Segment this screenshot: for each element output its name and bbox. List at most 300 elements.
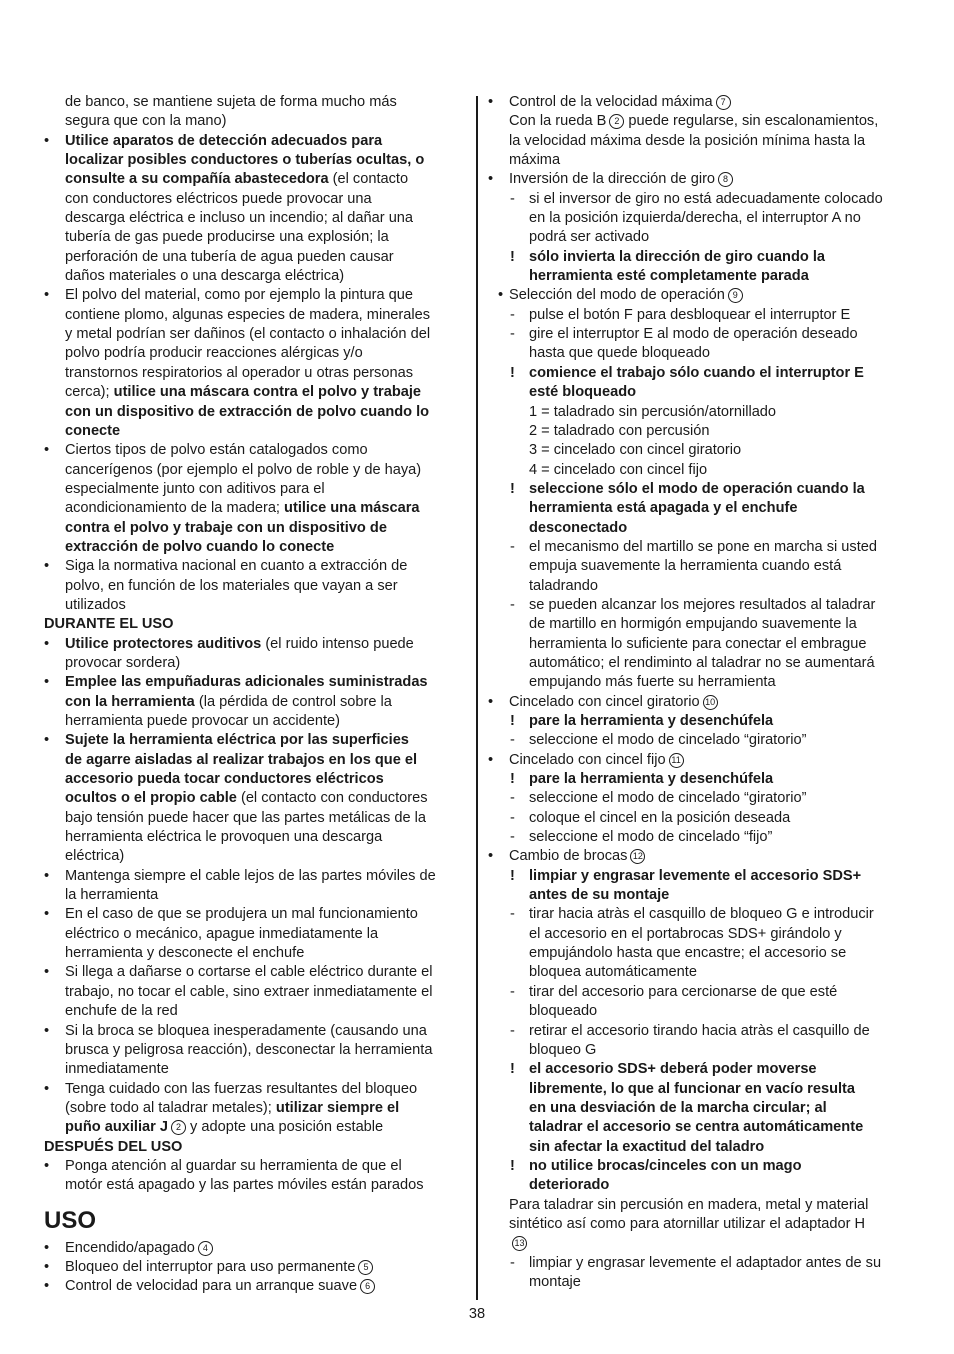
text-line [529,557,913,576]
text-line [65,751,468,770]
section-title: USO [44,1206,97,1234]
text-line [529,499,913,518]
text-line [529,306,913,325]
text-line [529,1157,913,1176]
body-text: polvo podría producir reacciones alérgicas y/o [65,345,363,362]
body-text: Para taladrar sin percusión en madera, metal y material [509,1196,869,1213]
text-line [65,480,468,499]
body-text: Tenga cuidado con las fuerzas resultantes del bloqueo [65,1080,418,1097]
text-line [65,731,468,750]
warning-mark: ! [510,867,515,884]
text-line [65,828,468,847]
warning-item [488,248,913,287]
bold-text: contra el polvo y trabaje con un dispositivo de [65,519,387,536]
body-text: El polvo del material, como por ejemplo la pintura que [65,287,414,304]
body-text: gire el interruptor E al modo de operación deseado [529,326,858,343]
bold-text: libremente, lo que al funcionar en vacío resulta [529,1080,856,1097]
bullet-item [488,847,913,866]
bold-text: Utilice protectores auditivos [65,635,262,652]
bold-text: sin afectar la exactitud del taladro [529,1138,765,1155]
body-text: Si la broca se bloquea inesperadamente (causando una [65,1022,427,1039]
body-text: trabajo, no tocar el cable, sino extraer inmediatamente el [65,983,433,1000]
text-line [529,1118,913,1137]
bold-text: herramienta esté completamente parada [529,268,809,285]
text-line [65,209,468,228]
body-text: 1 = taladrado sin percusión/atornillado [529,403,777,420]
bullet-item [488,170,913,189]
text-line [65,151,468,170]
dash-mark: - [510,190,515,207]
body-text: Cincelado con cincel giratorio [509,693,700,710]
warning-mark: ! [510,1157,515,1174]
bullet-item [44,1239,468,1258]
text-line [529,1254,913,1273]
text-line [65,809,468,828]
bullet-mark: • [44,635,50,652]
section-heading: DURANTE EL USO [44,616,174,633]
text-line [509,132,913,151]
bold-text: consulte a su compañía abastecedora [65,171,329,188]
bold-text: comience el trabajo sólo cuando el interruptor E [529,364,864,381]
bullet-mark: • [44,287,50,304]
body-text: podrá ser activado [529,229,650,246]
text-line [529,344,913,363]
text-line [529,1138,913,1157]
bold-text: pare la herramienta y desenchúfela [529,771,774,788]
body-text: brusca y peligrosa reacción), desconectar la herramienta [65,1041,433,1058]
body-text: transtornos respiratorios al operador u otras personas [65,364,413,381]
body-text: bloquea automáticamente [529,964,697,981]
bullet-mark: • [44,1278,50,1295]
body-text: pulse el botón F para desbloquear el interruptor E [529,306,851,323]
text-line [65,112,468,131]
text-line [529,1060,913,1079]
text-line [65,1157,468,1176]
dash-item [488,306,913,325]
bullet-item [488,286,913,305]
body-text: automático; el rendiminto al taladrar no se aumentará [529,654,875,671]
text-line [529,364,913,383]
text-line [65,306,468,325]
text-line [529,983,913,1002]
body-text: retirar el accesorio tirando hacia atràs el casquillo de [529,1022,870,1039]
text-line [65,557,468,576]
text-line [529,519,913,538]
bullet-mark: • [488,171,494,188]
bullet-item [44,905,468,963]
body-text: de martillo en hormigón empujando suavemente la [529,616,857,633]
text-line [65,596,468,615]
dash-item [488,190,913,248]
dash-mark: - [510,326,515,343]
dash-item [488,325,913,364]
body-text: y adopte una posición estable [186,1119,384,1136]
body-text: Con la rueda B [509,113,607,130]
text-line [65,286,468,305]
body-text: Control de velocidad para un arranque suave [65,1278,358,1295]
body-text: Control de la velocidad máxima [509,94,713,110]
text-line [529,712,913,731]
text-line [65,1176,468,1195]
text-line [529,403,913,422]
text-line [529,1022,913,1041]
bold-text: con un dispositivo de extracción de polvo cuando lo [65,403,430,420]
body-text: tirar hacia atràs el casquillo de bloqueo G e introducir [529,906,874,923]
mode-list [488,403,913,480]
text-line [65,847,468,866]
body-text: perforación de una tubería de agua pueden causar [65,248,394,265]
bold-text: Sujete la herramienta eléctrica por las superficies [65,732,409,749]
body-text: taladrando [529,577,598,594]
body-text: Mantenga siempre el cable lejos de las partes móviles de [65,867,436,884]
warning-item [488,867,913,906]
warning-mark: ! [510,771,515,788]
bold-text: puño auxiliar J [65,1119,168,1136]
text-line [65,867,468,886]
text-line [529,248,913,267]
warning-item [488,1157,913,1196]
text-line [529,1080,913,1099]
body-text: tirar del accesorio para cercionarse de que esté [529,983,838,1000]
bullet-item [44,1258,468,1277]
body-text: Ponga atención al guardar su herramienta de que el [65,1157,402,1174]
text-line [509,847,913,866]
body-text: Cambio de brocas [509,848,628,865]
text-line [65,673,468,692]
text-line [65,886,468,905]
bold-text: con la herramienta [65,693,195,710]
body-text: enchufe de la red [65,1003,178,1020]
bullet-mark: • [498,287,504,304]
text-line [529,538,913,557]
body-text: acondicionamiento de la madera; [65,500,285,517]
body-text: puede regularse, sin escalonamientos, [624,113,879,130]
warning-mark: ! [510,364,515,381]
figure-ref-number: 4 [198,1241,213,1256]
bullet-item [44,557,468,615]
body-text: empujándolo hasta que encastre; el accesorio se [529,945,847,962]
text-line [529,228,913,247]
bold-text: pare la herramienta y desenchúfela [529,713,774,729]
body-text: Selección del modo de operación [509,287,725,304]
body-text: 3 = cincelado con cincel giratorio [529,442,742,459]
text-line [529,905,913,924]
dash-item [488,809,913,828]
body-text: (sobre todo al taladrar metales); [65,1099,276,1116]
body-text: de banco, se mantiene sujeta de forma mucho más [65,94,397,110]
dash-mark: - [510,596,515,613]
body-text: tubería de gas puede producirse una explosión; la [65,229,389,246]
bold-text: sólo invierta la dirección de giro cuando la [529,248,826,265]
body-text: coloque el cincel en la posición deseada [529,809,791,826]
figure-ref-number: 11 [669,753,684,768]
text-line [509,286,913,305]
body-text: bajo tensión puede hacer que las partes metálicas de la [65,809,427,826]
text-line [65,383,468,402]
warning-item [488,480,913,538]
column-divider [476,96,478,1300]
body-text: 2 = taladrado con percusión [529,422,710,439]
text-line [65,963,468,982]
dash-item [488,828,913,847]
text-line [65,519,468,538]
body-text: hasta que quede bloqueado [529,345,710,362]
body-text: empuja suavemente la herramienta cuando está [529,558,842,575]
bold-text: de agarre aisladas al realizar trabajos en los que el [65,751,418,768]
bullet-mark: • [44,558,50,575]
left-column [44,93,468,1297]
text-line [65,983,468,1002]
text-line [65,1041,468,1060]
bullet-item [44,867,468,906]
text-line [509,751,913,770]
bold-text: no utilice brocas/cinceles con un mago [529,1157,802,1174]
body-text: Bloqueo del interruptor para uso permanente [65,1258,356,1275]
body-text: cerca); [65,384,114,401]
body-text: empujando más fuerte su herramienta [529,674,776,691]
bullet-item [44,441,468,557]
figure-ref-number: 5 [358,1260,373,1275]
body-text: y metal podrían ser dañinos (el contacto o inhalación del [65,326,431,343]
bullet-item [44,635,468,674]
text-line [509,1196,913,1215]
text-line [529,1041,913,1060]
bullet-mark: • [44,906,50,923]
text-line [509,1234,913,1253]
body-text: especialmente junto con aditivos para el [65,480,325,497]
section-heading: DESPUÉS DEL USO [44,1138,183,1155]
body-text: herramienta puede provocar un accidente) [65,713,341,729]
body-text: Siga la normativa nacional en cuanto a extracción de [65,558,408,575]
bold-text: deteriorado [529,1177,610,1194]
text-line [65,190,468,209]
text-line [529,422,913,441]
body-text: Si llega a dañarse o cortarse el cable eléctrico durante el [65,964,433,981]
dash-mark: - [510,732,515,749]
text-line [529,1273,913,1292]
body-text: seleccione el modo de cincelado “giratorio” [529,732,807,749]
text-line [65,770,468,789]
text-line [529,731,913,750]
body-text: (el contacto con conductores [236,790,428,807]
warning-mark: ! [510,480,515,497]
text-line [65,925,468,944]
body-text: bloqueado [529,1003,598,1020]
text-line [65,248,468,267]
text-line [65,422,468,441]
text-line [65,944,468,963]
text-line [65,441,468,460]
text-line [65,364,468,383]
bold-text: desconectado [529,519,628,536]
bullet-mark: • [488,94,494,110]
text-line [529,809,913,828]
paragraph [44,93,468,132]
dash-item [488,538,913,596]
text-line [509,93,913,112]
bullet-mark: • [44,964,50,981]
bold-text: el accesorio SDS+ deberá poder moverse [529,1061,817,1078]
body-text: herramienta eléctrica le provoquen una descarga [65,829,383,846]
body-text: contiene plomo, algunas especies de madera, minerales [65,306,431,323]
page-number: 38 [468,1306,486,1322]
body-text: Inversión de la dirección de giro [509,171,716,188]
bullet-mark: • [44,674,50,691]
figure-ref-number: 10 [703,695,718,710]
figure-ref-number: 2 [171,1120,186,1135]
text-line [529,673,913,692]
text-line [529,596,913,615]
text-line [529,209,913,228]
bold-text: utilizar siempre el [275,1099,400,1116]
figure-ref-number: 13 [512,1236,527,1251]
bullet-mark: • [44,1258,50,1275]
bullet-item [44,1157,468,1196]
bullet-mark: • [488,751,494,768]
warning-item [488,1060,913,1157]
body-text: el accesorio en el portabrocas SDS+ girándolo y [529,925,842,942]
body-text: motór está apagado y las partes móviles están parados [65,1177,424,1194]
dash-item [488,1022,913,1061]
text-line [529,577,913,596]
body-text: limpiar y engrasar levemente el adaptador antes de su [529,1254,882,1271]
text-line [529,886,913,905]
bullet-item [44,963,468,1021]
body-text: herramienta y desconecte el enchufe [65,945,305,962]
body-text: provocar sordera) [65,654,181,671]
text-line [529,944,913,963]
body-text: (el ruido intenso puede [261,635,414,652]
body-text: (el contacto [328,171,409,188]
bullet-mark: • [44,1022,50,1039]
text-line [509,170,913,189]
text-line [65,577,468,596]
dash-item [488,905,913,982]
text-line [529,461,913,480]
text-line [529,789,913,808]
text-line [529,828,913,847]
bold-text: seleccione sólo el modo de operación cuando la [529,480,865,497]
bold-text: Emplee las empuñaduras adicionales suministradas [65,674,428,691]
text-line [529,1099,913,1118]
dash-item [488,983,913,1022]
text-line [529,770,913,789]
warning-item [488,770,913,789]
text-line [65,1099,468,1118]
bullet-mark: • [44,1157,50,1174]
body-text: segura que con la mano) [65,113,227,130]
dash-item [488,596,913,693]
text-line [509,1215,913,1234]
body-text: eléctrico o mecánico, apague inmediatamente la [65,925,379,942]
text-line [65,228,468,247]
body-text: polvo, en función de los materiales que vayan a ser [65,577,398,594]
bold-text: extracción de polvo cuando lo conecte [65,538,335,555]
text-line [65,1258,468,1277]
text-line [65,132,468,151]
text-line [65,654,468,673]
dash-mark: - [510,829,515,846]
bullet-item [488,93,913,112]
body-text: Ciertos tipos de polvo están catalogados como [65,442,368,459]
text-line [529,654,913,673]
body-text: si el inversor de giro no está adecuadamente colocado [529,190,883,207]
text-line [529,963,913,982]
text-line [65,905,468,924]
bullet-mark: • [44,732,50,749]
text-line [529,867,913,886]
body-text: herramienta lo suficiente para conectar el embrague [529,635,867,652]
warning-mark: ! [510,1061,515,1078]
text-line [65,1022,468,1041]
body-text: se pueden alcanzar los mejores resultados al taladrar [529,596,876,613]
bold-text: taladrar el accesorio se centra automáticamente [529,1119,864,1136]
text-line [65,93,468,112]
bold-text: utilice una máscara [284,500,420,517]
body-text: En el caso de que se produjera un mal funcionamiento [65,906,418,923]
body-text: seleccione el modo de cincelado “giratorio” [529,790,807,807]
body-text: descarga eléctrica e incluso un incendio; al dañar una [65,210,414,227]
dash-item [488,1254,913,1293]
body-text: seleccione el modo de cincelado “fijo” [529,829,773,846]
bold-text: localizar posibles conductores o tuberías ocultas, o [65,152,425,169]
dash-mark: - [510,983,515,1000]
bold-text: accesorio pueda tocar conductores eléctricos [65,771,384,788]
warning-item [488,712,913,731]
text-line [65,267,468,286]
bullet-item [488,751,913,770]
bullet-item [44,286,468,441]
bold-text: limpiar y engrasar levemente el accesorio SDS+ [529,867,862,884]
text-line [65,1002,468,1021]
bullet-mark: • [44,1080,50,1097]
body-text: 4 = cincelado con cincel fijo [529,461,708,478]
text-line [529,1176,913,1195]
body-text: la velocidad máxima desde la posición mínima hasta la [509,132,866,149]
bold-text: herramienta está apagada y el enchufe [529,500,798,517]
dash-item [488,789,913,808]
figure-ref-number: 8 [718,172,733,187]
body-text: (la pérdida de control sobre la [194,693,392,710]
bold-text: antes de su montaje [529,887,670,904]
bold-text: esté bloqueado [529,384,637,401]
dash-mark: - [510,306,515,323]
text-line [509,151,913,170]
text-line [65,461,468,480]
dash-mark: - [510,790,515,807]
bold-text: conecte [65,422,121,439]
text-line [65,499,468,518]
dash-mark: - [510,1254,515,1271]
body-text: Encendido/apagado [65,1239,195,1256]
warning-item [488,364,913,403]
body-text: sintético así como para atornillar utilizar el adaptador H [509,1215,866,1232]
text-line [529,383,913,402]
text-line [529,441,913,460]
bold-text: utilice una máscara contra el polvo y trabaje [113,384,422,401]
text-line [529,925,913,944]
paragraph [488,112,913,170]
bullet-item [488,693,913,712]
warning-mark: ! [510,713,515,729]
bullet-item [44,1022,468,1080]
text-line [529,635,913,654]
bullet-item [44,673,468,731]
bullet-item [44,132,468,287]
bullet-item [44,1277,468,1296]
warning-mark: ! [510,248,515,265]
text-line [65,538,468,557]
